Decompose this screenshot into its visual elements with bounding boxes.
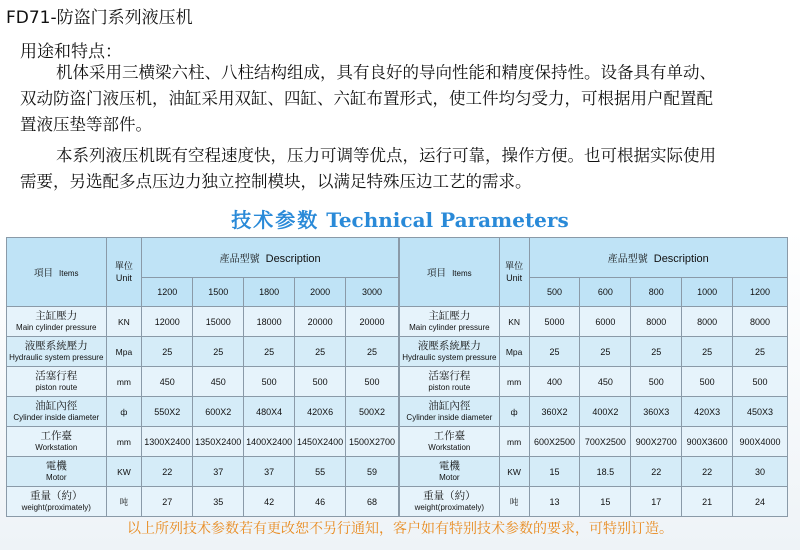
row-unit: mm: [106, 427, 142, 457]
table-cell: 450: [142, 367, 193, 397]
header-unit-en: Unit: [115, 273, 132, 284]
row-label-en: Motor: [46, 472, 67, 482]
header-items-zh: 項目: [33, 268, 53, 280]
header-items: [400, 238, 500, 307]
row-label: [7, 457, 107, 487]
row-label: [400, 307, 500, 337]
table-cell: 450X3: [733, 397, 788, 427]
table-cell: 35: [193, 487, 244, 517]
table-cell: 8000: [631, 307, 682, 337]
table-cell: 25: [142, 337, 193, 367]
table-cell: 600X2500: [529, 427, 580, 457]
table-cell: 5000: [529, 307, 580, 337]
model-header: 500: [529, 277, 580, 307]
table-cell: 20000: [346, 307, 399, 337]
row-label-zh: 油缸內徑: [428, 399, 471, 412]
row-label-zh: 工作臺: [40, 429, 73, 442]
table-row: [400, 307, 788, 337]
row-label-zh: 電機: [438, 459, 460, 472]
row-label-en: piston route: [428, 382, 471, 392]
table-cell: 360X3: [631, 397, 682, 427]
table-cell: 55: [295, 457, 346, 487]
model-header: 600: [580, 277, 631, 307]
table-cell: 18000: [244, 307, 295, 337]
row-label-zh: 重量（約）: [423, 489, 476, 502]
table-cell: 25: [346, 337, 399, 367]
model-header: 1500: [193, 277, 244, 307]
row-unit: 吨: [106, 487, 142, 517]
parameter-table-left: [6, 237, 399, 517]
table-row: [7, 397, 399, 427]
row-label: [400, 427, 500, 457]
table-row: [400, 427, 788, 457]
table-cell: 25: [193, 337, 244, 367]
row-label: [7, 427, 107, 457]
table-cell: 18.5: [580, 457, 631, 487]
table-cell: 22: [682, 457, 733, 487]
table-cell: 360X2: [529, 397, 580, 427]
row-label: [400, 337, 500, 367]
table-cell: 900X3600: [682, 427, 733, 457]
table-row: [7, 367, 399, 397]
para1-line3: 置液压垫等部件。: [20, 115, 152, 134]
row-label: [400, 457, 500, 487]
row-label-en: weight(proximately): [414, 502, 485, 512]
row-label-en: Motor: [439, 472, 460, 482]
row-unit: KN: [499, 307, 529, 337]
para1-line1: 机体采用三横梁六柱、八柱结构组成，具有良好的导向性能和精度保持性。设备具有单动、: [56, 63, 716, 82]
model-header: 2000: [295, 277, 346, 307]
table-cell: 900X4000: [733, 427, 788, 457]
table-cell: 27: [142, 487, 193, 517]
table-cell: 420X3: [682, 397, 733, 427]
table-cell: 550X2: [142, 397, 193, 427]
table-cell: 1350X2400: [193, 427, 244, 457]
row-label-zh: 油缸內徑: [35, 399, 78, 412]
row-unit: ф: [499, 397, 529, 427]
para2-line1: 本系列液压机既有空程速度快，压力可调等优点，运行可靠，操作方便。也可根据实际使用: [56, 146, 716, 165]
table-cell: 600X2: [193, 397, 244, 427]
table-cell: 400X2: [580, 397, 631, 427]
table-cell: 900X2700: [631, 427, 682, 457]
parameter-tables: [6, 237, 788, 517]
row-label-zh: 電機: [45, 459, 67, 472]
table-cell: 30: [733, 457, 788, 487]
row-unit: Mpa: [106, 337, 142, 367]
usage-heading: 用途和特点：: [20, 42, 122, 62]
table-cell: 68: [346, 487, 399, 517]
table-cell: 1300X2400: [142, 427, 193, 457]
model-header: 1800: [244, 277, 295, 307]
header-unit-zh: 單位: [114, 261, 133, 272]
table-cell: 450: [580, 367, 631, 397]
table-cell: 500: [244, 367, 295, 397]
header-items: [7, 238, 107, 307]
row-label-en: Workstation: [35, 442, 78, 452]
table-row: [400, 457, 788, 487]
table-cell: 500: [733, 367, 788, 397]
table-cell: 15000: [193, 307, 244, 337]
row-label-zh: 主缸壓力: [35, 309, 78, 322]
row-unit: KW: [499, 457, 529, 487]
row-unit: KW: [106, 457, 142, 487]
section-title-cn: 技术参数: [231, 208, 320, 232]
row-label-en: Cylinder inside diameter: [406, 412, 493, 422]
table-cell: 37: [193, 457, 244, 487]
table-cell: 500: [295, 367, 346, 397]
model-header: 1000: [682, 277, 733, 307]
header-desc-en: Description: [653, 252, 709, 265]
row-label-zh: 主缸壓力: [428, 309, 471, 322]
para1-line2: 双动防盗门液压机，油缸采用双缸、四缸、六缸布置形式，使工件均匀受力，可根据用户配置配: [20, 89, 713, 108]
row-label-en: piston route: [35, 382, 78, 392]
table-cell: 22: [631, 457, 682, 487]
table-row: [7, 427, 399, 457]
row-label: [400, 397, 500, 427]
row-unit: mm: [106, 367, 142, 397]
table-cell: 450: [193, 367, 244, 397]
table-cell: 21: [682, 487, 733, 517]
row-label: [7, 487, 107, 517]
header-items-zh: 項目: [427, 268, 447, 280]
table-cell: 8000: [733, 307, 788, 337]
model-header: 1200: [142, 277, 193, 307]
table-cell: 1400X2400: [244, 427, 295, 457]
row-unit: Mpa: [499, 337, 529, 367]
header-description: [142, 238, 399, 278]
row-label-en: Cylinder inside diameter: [13, 412, 100, 422]
table-cell: 15: [580, 487, 631, 517]
header-items-en: Items: [452, 269, 472, 279]
model-header: 800: [631, 277, 682, 307]
table-cell: 42: [244, 487, 295, 517]
row-label: [7, 367, 107, 397]
header-unit-zh: 單位: [505, 261, 524, 272]
row-unit: mm: [499, 427, 529, 457]
table-cell: 17: [631, 487, 682, 517]
table-cell: 1500X2700: [346, 427, 399, 457]
para2-line2: 需要，另选配多点压边力独立控制模块，以满足特殊压边工艺的需求。: [20, 172, 532, 191]
table-cell: 22: [142, 457, 193, 487]
row-unit: mm: [499, 367, 529, 397]
header-unit: [499, 238, 529, 307]
parameter-table-right: [399, 237, 788, 517]
row-label-en: Hydraulic system pressure: [402, 352, 497, 362]
row-label-zh: 工作臺: [433, 429, 466, 442]
row-unit: ф: [106, 397, 142, 427]
row-label-zh: 液壓系統壓力: [417, 339, 481, 352]
table-row: [400, 397, 788, 427]
table-row: [7, 487, 399, 517]
feature-paragraph-1: [20, 60, 795, 138]
table-cell: 12000: [142, 307, 193, 337]
table-cell: 25: [244, 337, 295, 367]
table-cell: 59: [346, 457, 399, 487]
table-row: [7, 457, 399, 487]
row-label-en: Workstation: [428, 442, 471, 452]
table-cell: 37: [244, 457, 295, 487]
table-cell: 13: [529, 487, 580, 517]
footer-note: 以上所列技术参数若有更改恕不另行通知，客户如有特别技术参数的要求，可特别订造。: [127, 521, 673, 537]
row-label-en: weight(proximately): [21, 502, 91, 512]
row-label: [7, 337, 107, 367]
header-unit: [106, 238, 142, 307]
row-label: [7, 307, 107, 337]
table-cell: 20000: [295, 307, 346, 337]
row-unit: KN: [106, 307, 142, 337]
table-cell: 25: [580, 337, 631, 367]
table-cell: 25: [631, 337, 682, 367]
header-desc-en: Description: [265, 252, 321, 265]
row-label-en: Main cylinder pressure: [409, 322, 490, 332]
table-cell: 500: [346, 367, 399, 397]
table-cell: 400: [529, 367, 580, 397]
header-description: [529, 238, 787, 278]
row-label-zh: 活塞行程: [35, 369, 78, 382]
table-cell: 480X4: [244, 397, 295, 427]
row-label: [400, 367, 500, 397]
page-title: FD71-防盗门系列液压机: [6, 8, 193, 28]
table-cell: 700X2500: [580, 427, 631, 457]
row-label-en: Main cylinder pressure: [16, 322, 97, 332]
row-label-zh: 重量（約）: [30, 489, 83, 502]
row-label: [400, 487, 500, 517]
header-desc-zh: 產品型號: [607, 253, 648, 265]
table-row: [7, 307, 399, 337]
table-cell: 8000: [682, 307, 733, 337]
header-unit-en: Unit: [506, 273, 523, 284]
table-row: [7, 337, 399, 367]
row-unit: 吨: [499, 487, 529, 517]
section-title-en: Technical Parameters: [326, 208, 569, 232]
table-cell: 500X2: [346, 397, 399, 427]
header-desc-zh: 產品型號: [219, 253, 260, 265]
table-cell: 25: [529, 337, 580, 367]
header-items-en: Items: [59, 269, 79, 279]
table-cell: 420X6: [295, 397, 346, 427]
table-cell: 15: [529, 457, 580, 487]
table-cell: 25: [295, 337, 346, 367]
row-label-en: Hydraulic system pressure: [9, 352, 104, 362]
table-row: [400, 487, 788, 517]
table-cell: 1450X2400: [295, 427, 346, 457]
model-header: 1200: [733, 277, 788, 307]
feature-paragraph-2: [20, 143, 795, 195]
table-cell: 24: [733, 487, 788, 517]
row-label-zh: 液壓系統壓力: [24, 339, 88, 352]
row-label: [7, 397, 107, 427]
table-cell: 25: [733, 337, 788, 367]
model-header: 3000: [346, 277, 399, 307]
table-cell: 46: [295, 487, 346, 517]
table-row: [400, 337, 788, 367]
table-cell: 500: [631, 367, 682, 397]
section-title: [0, 204, 800, 233]
row-label-zh: 活塞行程: [428, 369, 471, 382]
table-cell: 6000: [580, 307, 631, 337]
table-cell: 25: [682, 337, 733, 367]
table-cell: 500: [682, 367, 733, 397]
table-row: [400, 367, 788, 397]
